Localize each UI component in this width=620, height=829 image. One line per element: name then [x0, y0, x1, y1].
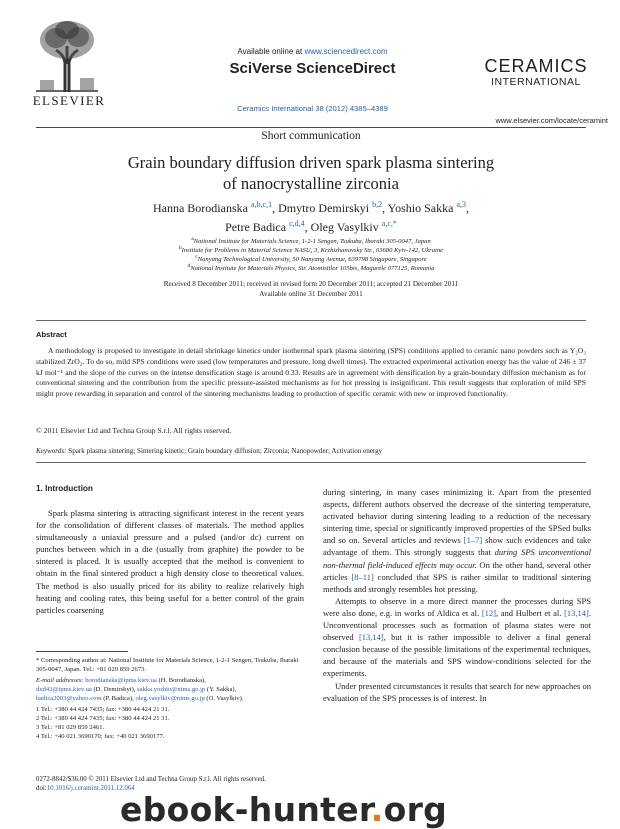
author-name: Hanna Borodianska	[152, 201, 248, 215]
available-online	[150, 47, 475, 56]
author-affil[interactable]: b,2	[372, 200, 383, 209]
keywords	[36, 447, 586, 455]
journal-brand-line2: INTERNATIONAL	[491, 76, 581, 88]
affil-text: National Institute for Materials Physics, Str. Atomistilor 105bis, Magurele 077125, Romania	[190, 265, 435, 273]
citation-link[interactable]: [13,14]	[564, 607, 589, 618]
abstract-top-rule	[36, 320, 586, 321]
text-run: On the other hand, several other articles	[323, 559, 591, 582]
intro-paragraph-3	[323, 595, 591, 680]
title-line1: Grain boundary diffusion driven spark plasma sintering	[127, 153, 495, 172]
title-line2: of nanocrystalline zirconia	[223, 174, 399, 193]
text-run: , and Hulbert et al.	[496, 607, 565, 618]
affiliation	[36, 236, 586, 245]
citation-link[interactable]: [13,14]	[358, 632, 384, 643]
email-link[interactable]: dxd43@ipms.kiev.ua	[36, 686, 92, 693]
publisher-logo-text: ELSEVIER	[32, 93, 106, 108]
received-dates: Received 8 December 2011; received in revised form 20 December 2011; accepted 21 December 2011	[163, 280, 459, 288]
email-owner: (O. Vasylkiv).	[204, 695, 244, 702]
author-affil[interactable]: a,c,*	[381, 219, 397, 228]
header-rule	[36, 127, 586, 128]
author-affil[interactable]: c,d,4	[289, 219, 305, 228]
intro-paragraph-2	[323, 486, 591, 595]
affil-text: National Institute for Materials Science, 1-2-1 Sengen, Tsukuba, Ibaraki 305-0047, Japan	[193, 238, 431, 246]
affil-text: Nanyang Technological University, 50 Nanyang Avenue, 639798 Singapore, Singapore	[197, 256, 427, 264]
keywords-list: Spark plasma sintering; Sintering kinetic; Grain boundary diffusion; Zirconia; Nanopowder; Activation energy	[68, 447, 383, 455]
text-run: , but it is rather impossible to deliver a final general conclusion because of the possible limitations of the experimental techniques, and because of the materials and SPS window-conditions selected for the experiments.	[323, 632, 591, 679]
footnote-4: 4 Tel.: +40 021 3690170; fax: +40 021 3690177.	[36, 733, 165, 740]
affiliation	[36, 254, 586, 263]
journal-reference-link[interactable]: Ceramics International 38 (2012) 4385–4389	[237, 104, 388, 113]
intro-paragraph-4: Under presented circumstances it results that search for new approaches on evaluation of the SPS processes is of interest. In	[323, 680, 591, 703]
abstract-heading: Abstract	[36, 330, 67, 339]
footnote-emails	[36, 676, 304, 703]
author-name: Yoshio Sakka	[387, 201, 454, 215]
email-link[interactable]: borodianska@ipms.kiev.ua	[85, 677, 157, 684]
emphasis-text: during SPS unconventional non-thermal field-induced effects may occur.	[323, 547, 592, 570]
elsevier-tree-logo	[36, 18, 98, 92]
text-run: during sintering, in many cases minimizing it. Apart from the presented aspects, different authors observed the decrease of the sintering temperature, activated behavior during sintering leading to a reduction of the necessary sintering time, special or significantly improved properties of the SPSed bulks and so on. Several articles and reviews	[323, 487, 591, 546]
text-run: show such evidences and take advantage of them. This strongly suggests that	[323, 535, 592, 558]
available-online-prefix: Available online at	[237, 47, 305, 56]
footnote-1: 1 Tel.: +380 44 424 7435; fax: +380 44 424 21 31.	[36, 706, 170, 713]
citation-link[interactable]: [1–7]	[463, 535, 483, 546]
email-owner: (H. Borodianska),	[156, 677, 206, 684]
email-link[interactable]: oleg.vasylkiv@nims.go.jp	[135, 695, 205, 702]
citation-link[interactable]: [8–11]	[351, 571, 374, 582]
email-owner: (D. Demirskyi),	[91, 686, 138, 693]
watermark-part1: ebook-hunter	[120, 790, 371, 829]
email-owner: (P. Badica),	[101, 695, 136, 702]
author-affil[interactable]: a,3	[456, 200, 466, 209]
text-run: . Unconventional processes such as formation of plasma states were not observed	[323, 607, 591, 643]
text-run: concluded that SPS is rather similar to traditional sintering methods and strongly resembles hot pressing.	[323, 571, 591, 594]
watermark	[120, 790, 620, 828]
footnote-corresponding: * Corresponding author at: National Institute for Materials Science, 1-2-1 Sengen, Tsukuba, Ibaraki 305-0047, Japan. Tel.: +81 029 859 2673.	[36, 657, 299, 673]
journal-brand-line1: CERAMICS	[484, 56, 588, 76]
watermark-part2: org	[383, 790, 448, 829]
footnote-rule	[36, 651, 128, 652]
intro-paragraph-1: Spark plasma sintering is attracting significant interest in the recent years for the consolidation of different classes of materials. The method applies simultaneously a uniaxial pressure and a pulsed (and/or dc) current on punches between which in a die (usually from graphite) the powder to be sintered is placed. It is usually accepted that the method is convenient to obtain in the final sintered product a high density close to theoretical values. The method is also usually priced for its ability to realize relatively high heating and cooling rates, this being useful for a better control of the grain particles coarsening	[36, 508, 304, 615]
author-name: Petre Badica	[225, 220, 287, 234]
abstract-bottom-rule	[36, 462, 586, 463]
authors-line1: Hanna Borodianska $^{a,b,c,1}$, Dmytro Demirskyi $^{b,2}$, Yoshio Sakka $^{a,3}$,	[152, 200, 469, 215]
available-online-date: Available online 31 December 2011	[259, 290, 363, 298]
email-label: E-mail addresses:	[36, 677, 84, 684]
sciencedirect-link[interactable]: www.sciencedirect.com	[304, 47, 388, 56]
affil-mark: a	[191, 236, 194, 242]
keywords-label: Keywords:	[36, 447, 67, 455]
email-link[interactable]: badica2003@yahoo.com	[36, 695, 102, 702]
author-name: Oleg Vasylkiv	[310, 220, 379, 234]
text-run: Attempts to observe in a more direct manner the processes during SPS were also done, e.g. in works of Aldica et al.	[323, 595, 591, 618]
journal-url[interactable]: www.elsevier.com/locate/ceramint	[495, 116, 608, 125]
doi-link[interactable]: 10.1016/j.ceramint.2011.12.064	[46, 785, 135, 792]
doi-prefix: doi:	[36, 785, 47, 792]
affiliation	[36, 263, 586, 272]
citation-link[interactable]: [12]	[481, 607, 496, 618]
article-section: Short communication	[261, 130, 361, 142]
affiliation	[36, 245, 586, 254]
author-list	[36, 197, 586, 235]
footnote-2: 2 Tel.: +380 44 424 7435; fax: +380 44 424 21 31.	[36, 715, 170, 722]
section-heading-introduction: 1. Introduction	[36, 484, 93, 493]
platform-name: SciVerse ScienceDirect	[229, 60, 396, 77]
author-name: Dmytro Demirskyi	[278, 201, 370, 215]
author-affil[interactable]: a,b,c,1	[250, 200, 273, 209]
email-owner: (Y. Sakka),	[205, 686, 237, 693]
affil-mark: d	[187, 263, 191, 269]
email-link[interactable]: sakka.yoshio@nims.go.jp	[137, 686, 206, 693]
footnote-3: 3 Tel.: +81 029 859 2461.	[36, 724, 105, 731]
right-column	[323, 486, 591, 704]
issn-line: 0272-8842/$36.00 © 2011 Elsevier Ltd and Techna Group S.r.l. All rights reserved.	[36, 776, 266, 783]
affil-mark: b	[178, 245, 182, 251]
affil-text: Institute for Problems in Material Science NASU, 3, Krzhizhanovsky Str., 03680 Kyiv-142, Ukraine	[181, 247, 444, 255]
affil-mark: c	[195, 254, 198, 260]
authors-line2: Petre Badica $^{c,d,4}$, Oleg Vasylkiv $^{a,c,*}$	[225, 219, 397, 234]
abstract-copyright: © 2011 Elsevier Ltd and Techna Group S.r.l. All rights reserved.	[36, 426, 232, 435]
article-title	[36, 152, 586, 194]
watermark-dot: .	[370, 790, 384, 829]
abstract-text: A methodology is proposed to investigate in detail shrinkage kinetics under isothermal spark plasma sintering (SPS) conditions applied to ceramic nano powders such as Y₂O₃ stabilized ZrO₂. To do so, mild SPS conditions were used (low temperatures and pressure, long dwell times). The extracted experimental activation energy has the value of 246 ± 37 kJ mol⁻¹ and the slope of the curves on the intense densification stage is around 0.33. Results are in agreement with densification by a grain-boundary diffusion mechanism as for conventional sintering and the contribution from the specific pressure-assisted mechanisms as for hot pressing is insignificant. This result suggests that exploration of mild SPS might prove rewarding in separation and control of the sintering mechanisms leading to production of specific ceramic with new or improved functionality.	[36, 346, 586, 399]
